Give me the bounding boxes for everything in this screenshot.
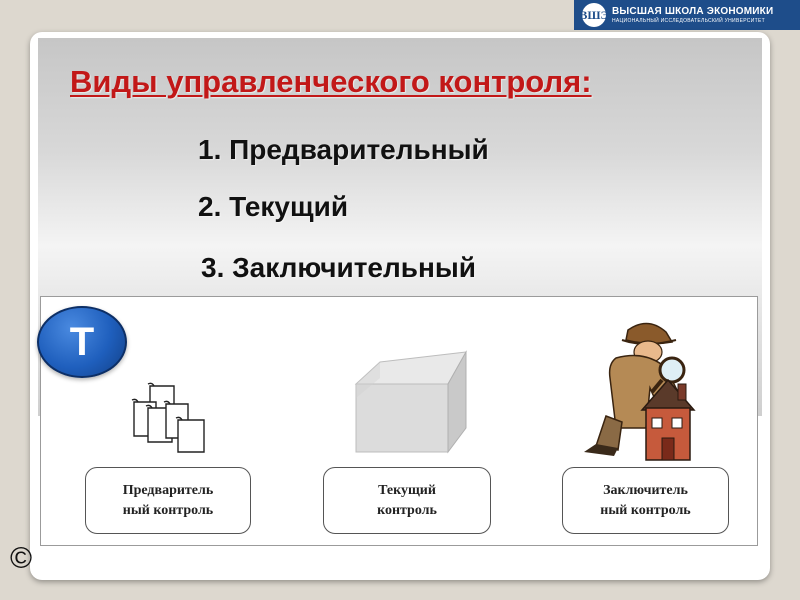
control-type-3: 3. Заключительный bbox=[201, 252, 477, 283]
current-control-box bbox=[323, 467, 491, 534]
box-2-line-2: контроль bbox=[377, 502, 437, 518]
test-badge-button[interactable] bbox=[37, 306, 127, 378]
preliminary-control-box bbox=[85, 467, 251, 534]
detective-icon bbox=[576, 318, 716, 464]
copyright-icon: © bbox=[9, 542, 33, 575]
slide-title: Виды управленческого контроля: bbox=[70, 64, 592, 99]
cube-icon bbox=[350, 348, 470, 458]
university-subtitle: НАЦИОНАЛЬНЫЙ ИССЛЕДОВАТЕЛЬСКИЙ УНИВЕРСИТЕТ bbox=[612, 17, 765, 24]
university-banner bbox=[574, 0, 800, 30]
control-type-1: 1. Предварительный bbox=[198, 134, 489, 165]
box-2-line-1: Текущий bbox=[378, 482, 436, 498]
university-logo-icon: ВШЭ bbox=[582, 3, 606, 27]
box-3-line-1: Заключитель bbox=[603, 482, 688, 498]
box-1-line-1: Предваритель bbox=[122, 482, 214, 498]
box-3-line-2: ный контроль bbox=[600, 502, 691, 518]
control-type-2: 2. Текущий bbox=[198, 191, 349, 222]
final-control-box bbox=[562, 467, 729, 534]
papers-icon bbox=[128, 382, 210, 454]
badge-letter: T bbox=[69, 319, 95, 364]
university-name: ВЫСШАЯ ШКОЛА ЭКОНОМИКИ bbox=[612, 5, 774, 17]
box-1-line-2: ный контроль bbox=[122, 502, 214, 518]
